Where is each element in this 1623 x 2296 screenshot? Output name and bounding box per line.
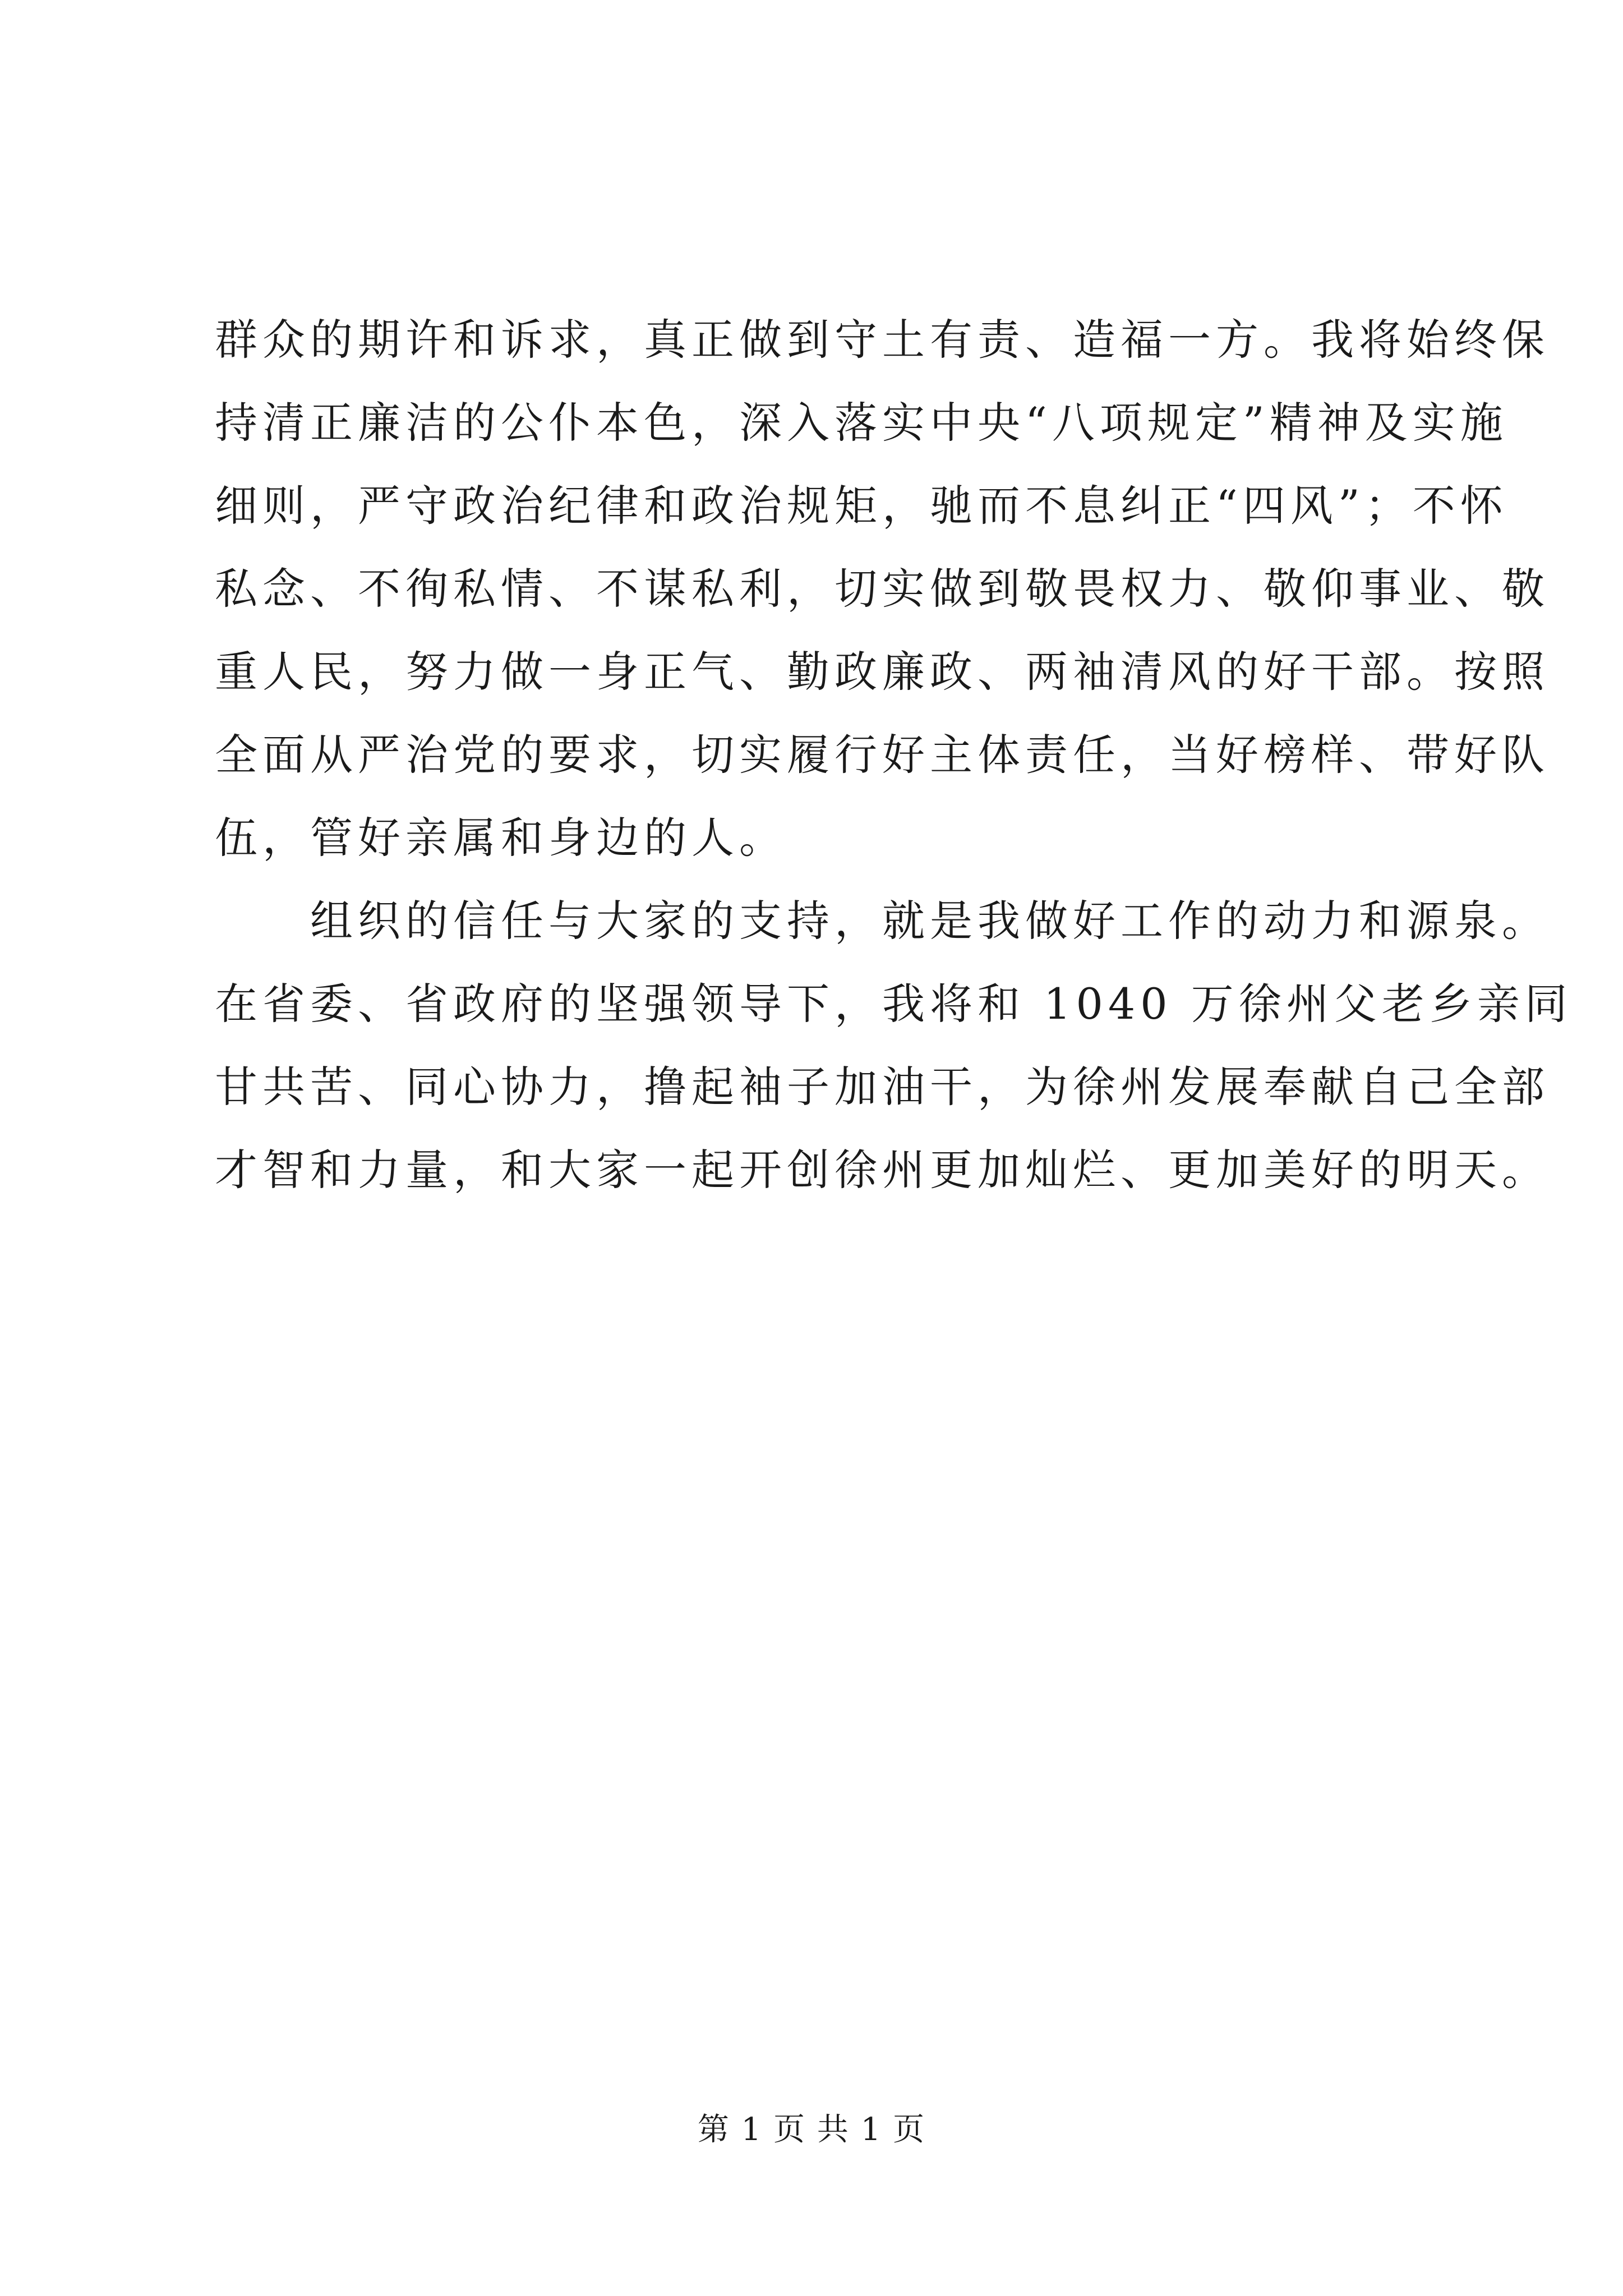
paragraph-line: 重人民，努力做一身正气、勤政廉政、两袖清风的好干部。按照 <box>215 647 1550 697</box>
paragraph-line: 在省委、省政府的坚强领导下，我将和 1040 万徐州父老乡亲同 <box>215 979 1573 1029</box>
paragraph-line: 甘共苦、同心协力，撸起袖子加油干，为徐州发展奉献自己全部 <box>215 1062 1550 1112</box>
paragraph-line: 私念、不徇私情、不谋私利，切实做到敬畏权力、敬仰事业、敬 <box>215 564 1550 614</box>
paragraph-line: 细则，严守政治纪律和政治规矩，驰而不息纠正“四风”；不怀 <box>215 481 1508 531</box>
paragraph-line: 群众的期许和诉求，真正做到守土有责、造福一方。我将始终保 <box>215 315 1550 365</box>
paragraph-line: 才智和力量，和大家一起开创徐州更加灿烂、更加美好的明天。 <box>215 1145 1550 1195</box>
document-body <box>215 298 1573 1212</box>
paragraph-line: 组织的信任与大家的支持，就是我做好工作的动力和源泉。 <box>215 896 1550 946</box>
paragraph-line: 伍，管好亲属和身边的人。 <box>215 813 787 863</box>
paragraph-line: 持清正廉洁的公仆本色，深入落实中央“八项规定”精神及实施 <box>215 398 1508 448</box>
paragraph-line: 全面从严治党的要求，切实履行好主体责任，当好榜样、带好队 <box>215 730 1550 780</box>
page-number-footer: 第 1 页 共 1 页 <box>697 2111 926 2148</box>
